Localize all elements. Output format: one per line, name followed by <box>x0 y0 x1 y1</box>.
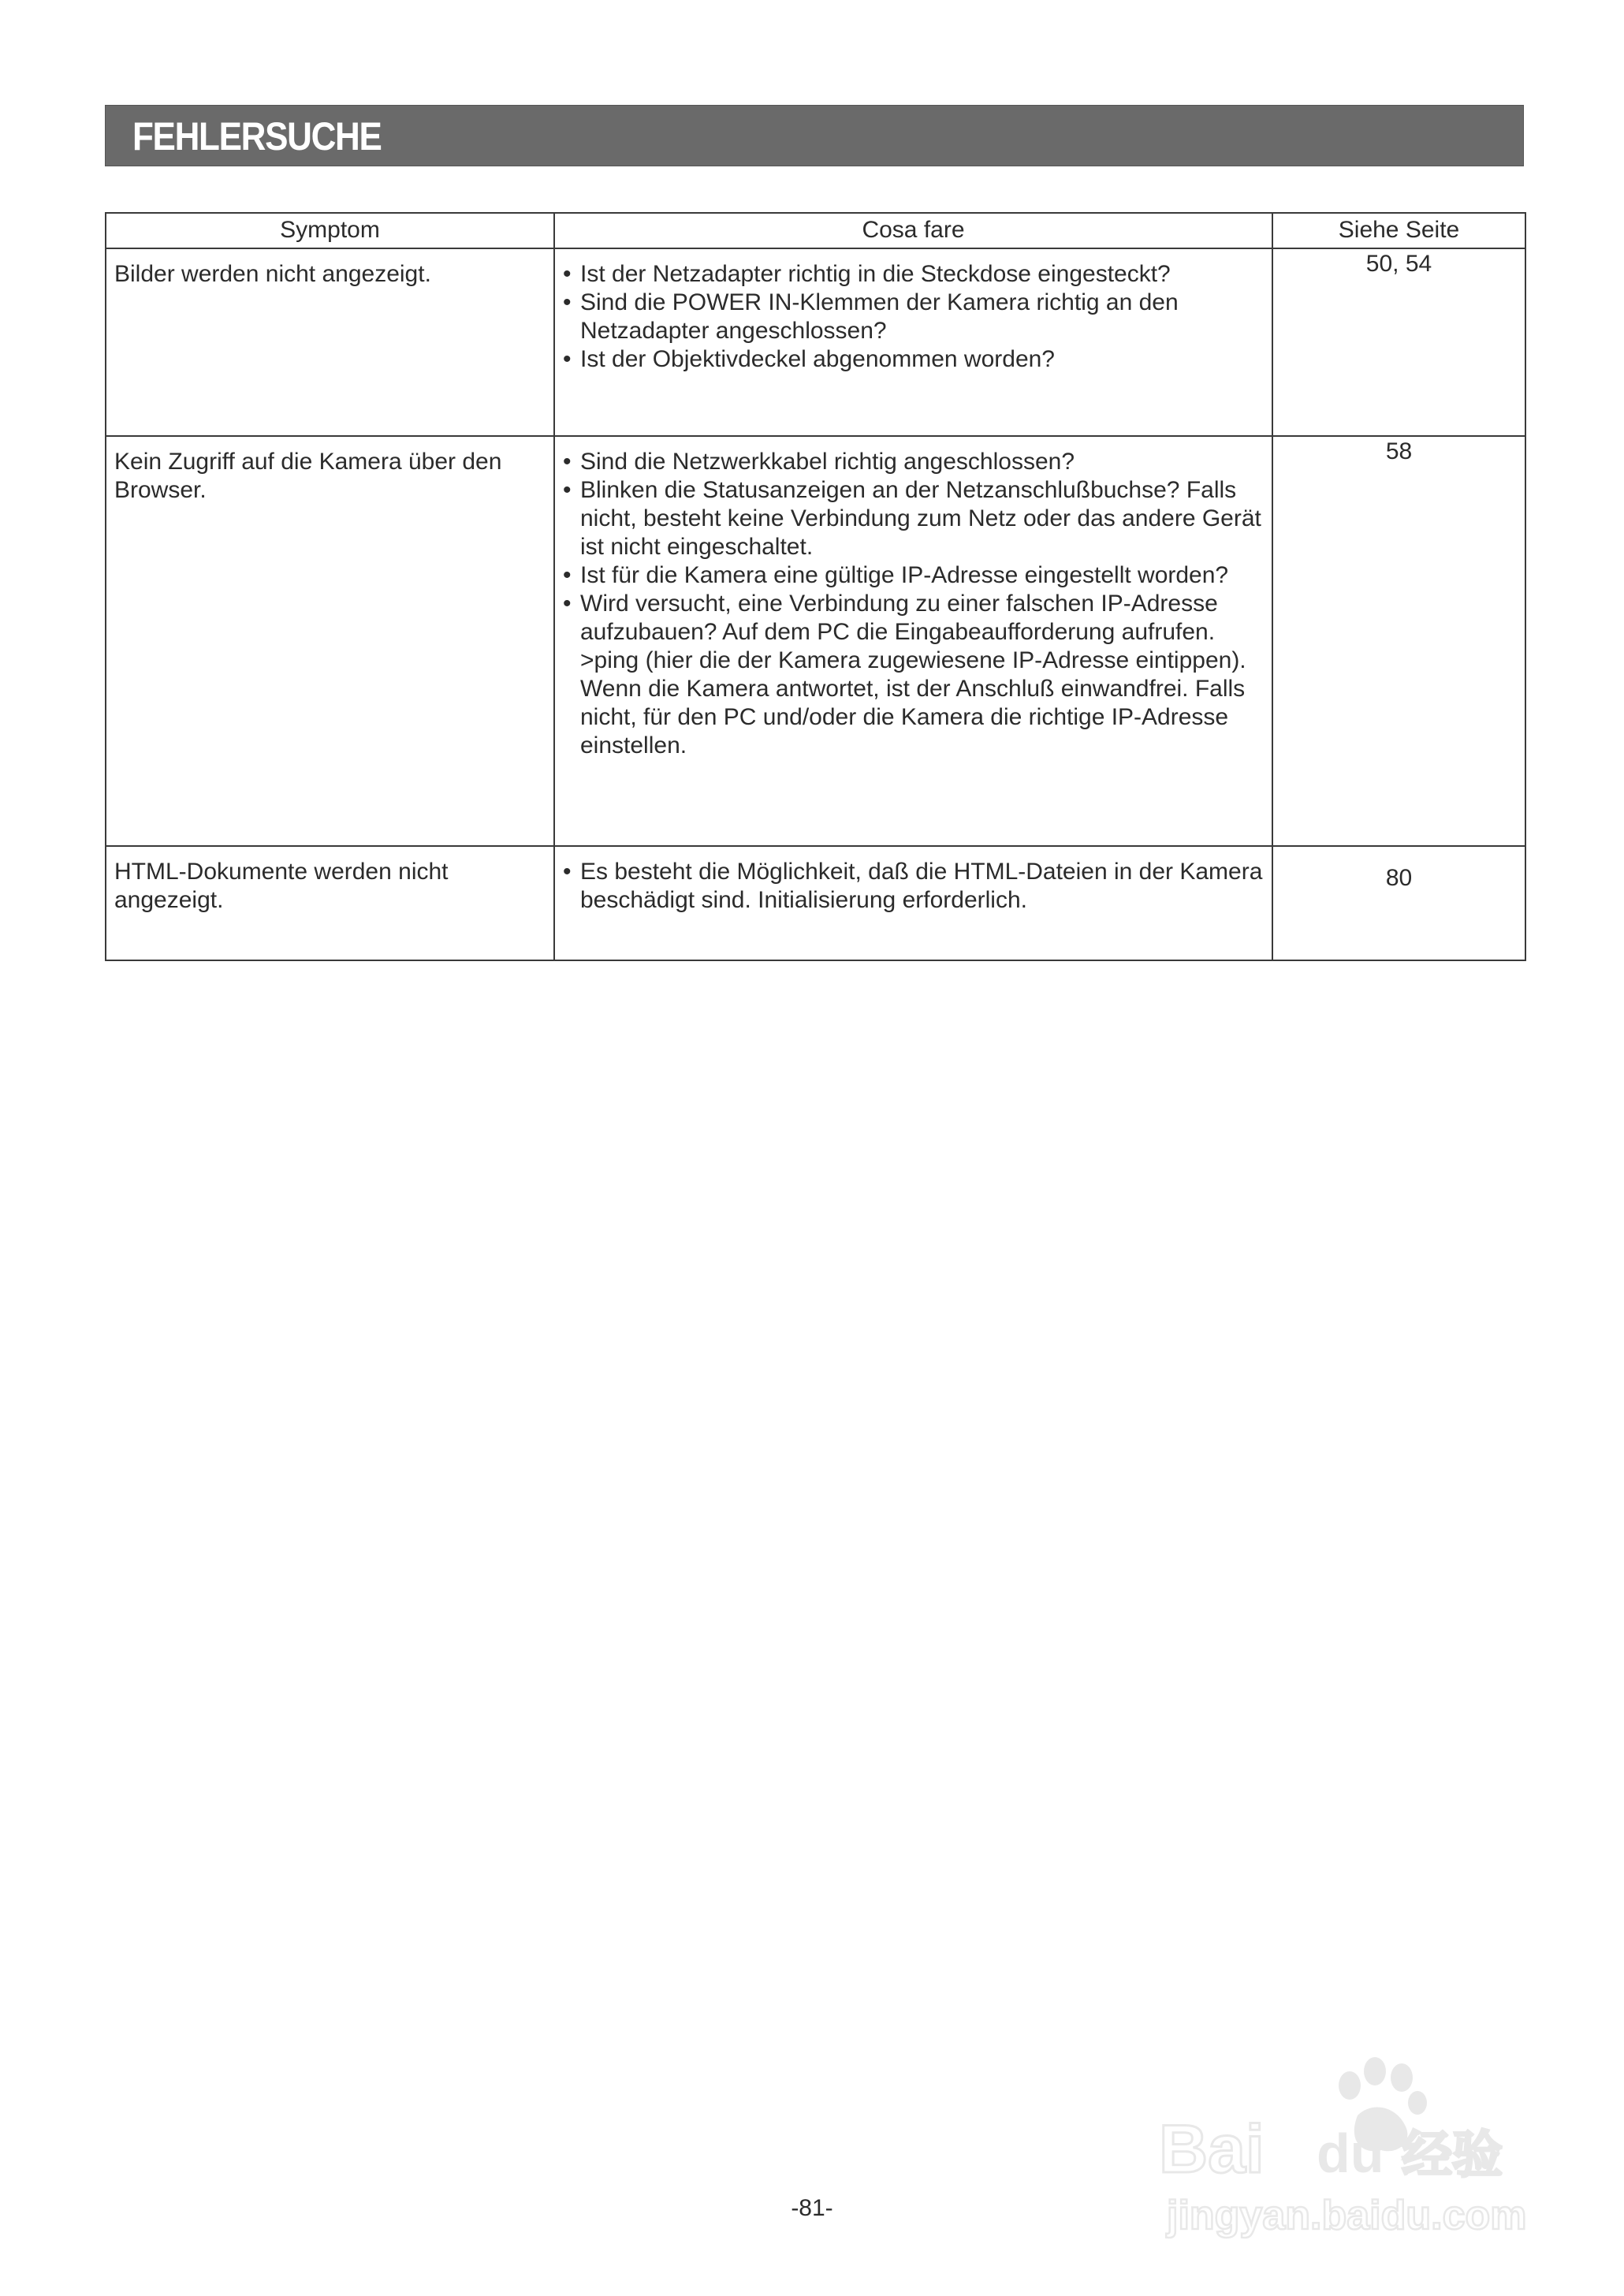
table-row <box>106 248 1525 436</box>
table-row <box>106 846 1525 960</box>
svg-text:jingyan.baidu.com: jingyan.baidu.com <box>1167 2193 1527 2238</box>
action-text: Es besteht die Möglichkeit, daß die HTML-Dateien in der Kamera beschädigt sind. Initialisierung erforderlich. <box>580 859 1263 913</box>
svg-text:du: du <box>1317 2123 1384 2184</box>
list-item <box>563 561 1264 590</box>
action-list <box>563 448 1264 760</box>
bullet-icon: • <box>563 261 572 287</box>
list-item <box>563 590 1264 760</box>
troubleshooting-table <box>105 212 1526 961</box>
column-header-symptom: Symptom <box>106 213 554 248</box>
page-title: FEHLERSUCHE <box>132 114 382 158</box>
action-text: Ist der Netzadapter richtig in die Steckdose eingesteckt? <box>580 261 1171 287</box>
bullet-icon: • <box>563 562 572 588</box>
symptom-cell: HTML-Dokumente werden nicht angezeigt. <box>106 846 554 960</box>
list-item <box>563 448 1264 476</box>
actions-cell <box>554 846 1272 960</box>
symptom-cell: Kein Zugriff auf die Kamera über den Browser. <box>106 436 554 846</box>
table-header-row <box>106 213 1525 248</box>
actions-cell <box>554 248 1272 436</box>
page-number: -81- <box>791 2195 833 2221</box>
action-list <box>563 858 1264 915</box>
action-text: Blinken die Statusanzeigen an der Netzanschlußbuchse? Falls nicht, besteht keine Verbindung zum Netz oder das andere Gerät ist nicht eingeschaltet. <box>580 477 1261 560</box>
bullet-icon: • <box>563 859 572 885</box>
actions-cell <box>554 436 1272 846</box>
action-text: Wird versucht, eine Verbindung zu einer falschen IP-Adresse aufzubauen? Auf dem PC die Eingabeaufforderung aufrufen. >ping (hier die der Kamera zugewiesene IP-Adresse eintippen). Wenn die Kamera antwortet, ist der Anschluß einwandfrei. Falls nicht, für den PC und/oder die Kamera die richtige IP-Adresse einstellen. <box>580 591 1246 758</box>
list-item <box>563 345 1264 374</box>
bullet-icon: • <box>563 346 572 372</box>
action-text: Sind die POWER IN-Klemmen der Kamera richtig an den Netzadapter angeschlossen? <box>580 289 1179 344</box>
svg-text:Bai: Bai <box>1159 2112 1265 2187</box>
column-header-actions: Cosa fare <box>554 213 1272 248</box>
list-item <box>563 476 1264 561</box>
list-item <box>563 858 1264 915</box>
symptom-cell: Bilder werden nicht angezeigt. <box>106 248 554 436</box>
baidu-jingyan-watermark-logo <box>1151 2054 1529 2243</box>
list-item <box>563 260 1264 289</box>
page-reference: 80 <box>1272 846 1525 960</box>
page-reference: 58 <box>1272 436 1525 846</box>
svg-text:经验: 经验 <box>1402 2126 1503 2185</box>
bullet-icon: • <box>563 591 572 617</box>
action-text: Ist für die Kamera eine gültige IP-Adresse eingestellt worden? <box>580 562 1229 588</box>
action-text: Sind die Netzwerkkabel richtig angeschlossen? <box>580 449 1075 475</box>
page-reference: 50, 54 <box>1272 248 1525 436</box>
action-text: Ist der Objektivdeckel abgenommen worden? <box>580 346 1055 372</box>
section-header <box>105 105 1524 166</box>
bullet-icon: • <box>563 449 572 475</box>
action-list <box>563 260 1264 374</box>
bullet-icon: • <box>563 289 572 315</box>
list-item <box>563 289 1264 345</box>
table-row <box>106 436 1525 846</box>
bullet-icon: • <box>563 477 572 503</box>
column-header-page: Siehe Seite <box>1272 213 1525 248</box>
